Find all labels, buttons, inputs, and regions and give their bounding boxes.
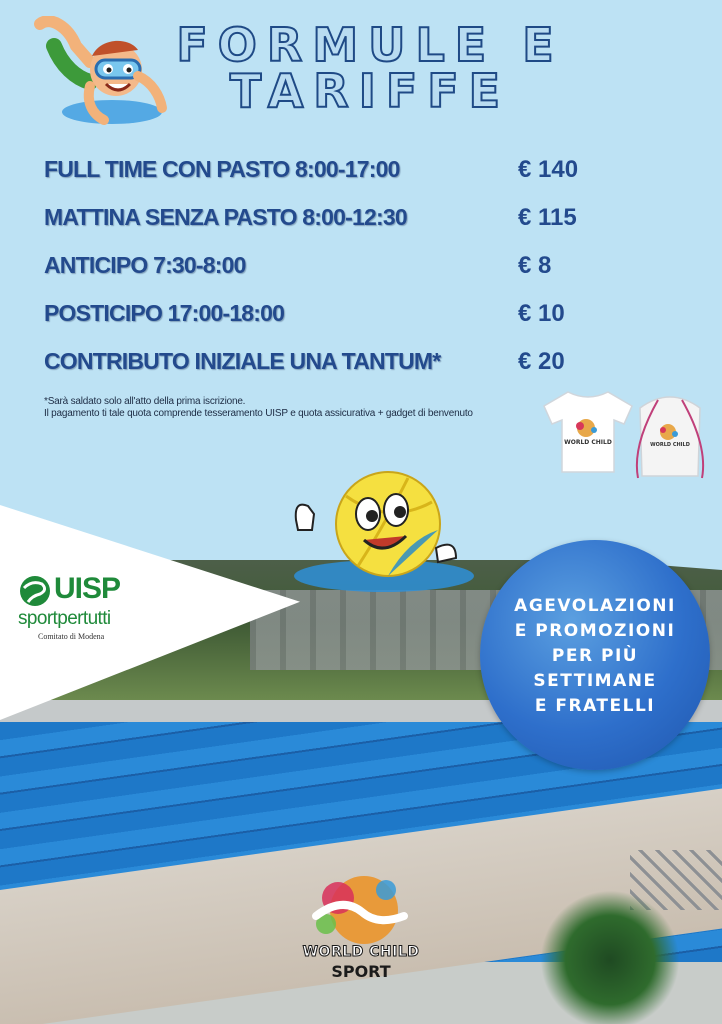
promo-line-3: PER PIÙ <box>551 646 639 666</box>
price-row <box>44 156 604 196</box>
price-row-label: FULL TIME CON PASTO 8:00-17:00 <box>44 156 400 182</box>
price-row <box>44 300 604 340</box>
price-row-value: € 115 <box>518 204 577 231</box>
water-polo-ball-mascot-icon <box>288 470 478 600</box>
promo-line-1: AGEVOLAZIONI <box>514 596 676 616</box>
uisp-committee: Comitato di Modena <box>38 632 105 641</box>
promo-line-4: SETTIMANE <box>533 671 657 691</box>
world-child-sport: SPORT <box>331 962 391 981</box>
price-row-value: € 8 <box>518 252 552 279</box>
price-row <box>44 348 604 388</box>
page-title <box>150 18 590 118</box>
svg-text:WORLD CHILD: WORLD CHILD <box>564 439 612 446</box>
world-child-sport-logo <box>286 866 436 992</box>
title-line-1: FORMULE E <box>176 18 564 72</box>
uisp-name: UISP <box>54 572 121 605</box>
footnotes <box>44 396 473 420</box>
world-child-name: WORLD CHILD <box>302 944 420 960</box>
swimmer-mascot-icon <box>30 16 168 128</box>
price-row-label: ANTICIPO 7:30-8:00 <box>44 252 246 278</box>
t-shirt-gadget-icon <box>540 388 636 474</box>
promo-text <box>490 594 700 719</box>
uisp-logo <box>18 572 148 644</box>
price-row-value: € 140 <box>518 156 579 183</box>
uisp-globe-icon <box>18 574 52 608</box>
price-row-value: € 10 <box>518 300 565 327</box>
svg-text:WORLD CHILD: WORLD CHILD <box>650 442 690 448</box>
promo-circle <box>480 540 710 770</box>
promo-line-5: E FRATELLI <box>534 696 656 716</box>
price-row-label: POSTICIPO 17:00-18:00 <box>44 300 285 326</box>
price-row-value: € 20 <box>518 348 565 375</box>
footnote-2: Il pagamento ti tale quota comprende tesseramento UISP e quota assicurativa + gadget di benvenuto <box>44 408 473 419</box>
title-line-2: TARIFFE <box>229 64 511 118</box>
drawstring-bag-gadget-icon <box>630 386 710 482</box>
footnote-1: *Sarà saldato solo all'atto della prima iscrizione. <box>44 396 246 407</box>
price-row-label: CONTRIBUTO INIZIALE UNA TANTUM* <box>44 348 441 374</box>
promo-line-2: E PROMOZIONI <box>514 621 676 641</box>
price-row <box>44 252 604 292</box>
price-row-label: MATTINA SENZA PASTO 8:00-12:30 <box>44 204 407 230</box>
uisp-tagline: sportpertutti <box>18 608 111 629</box>
price-row <box>44 204 604 244</box>
world-child-globe-icon <box>286 866 436 950</box>
palm-tree <box>540 890 680 1024</box>
